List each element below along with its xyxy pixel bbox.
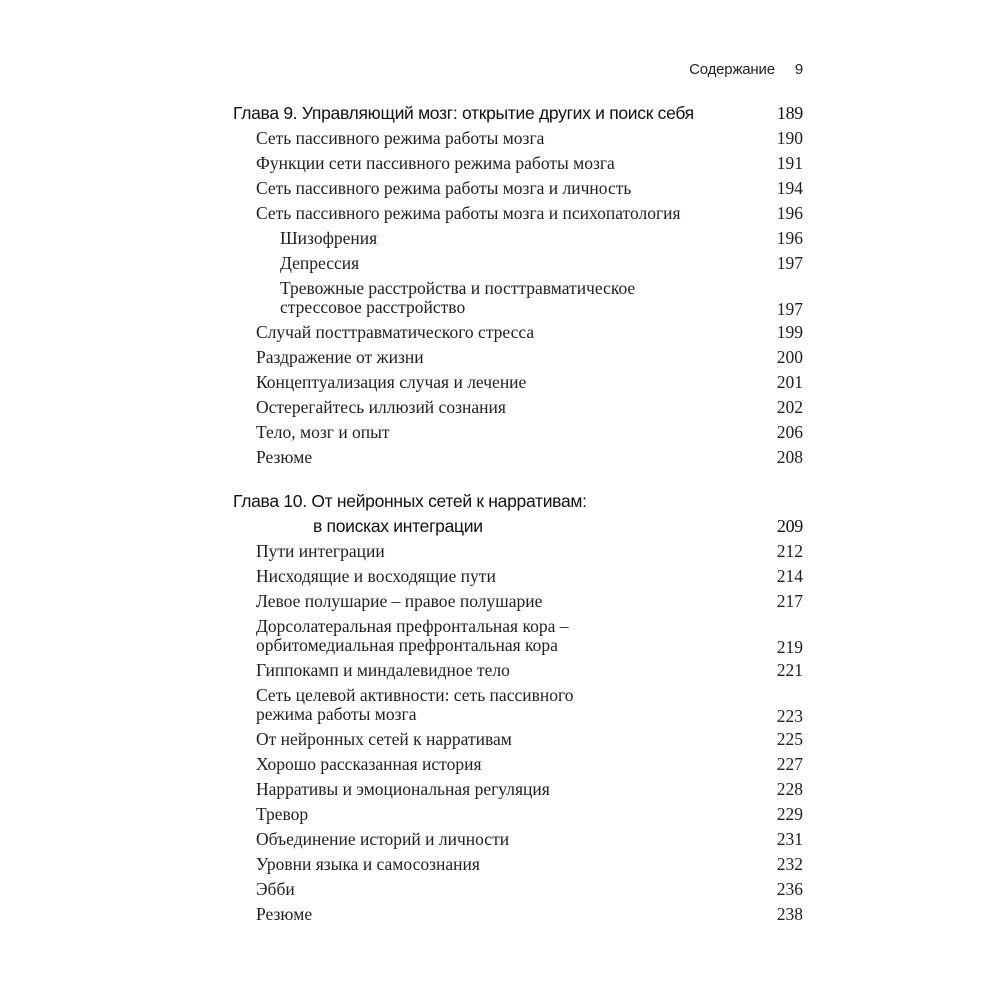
toc-entry [233, 395, 803, 420]
toc-entry [233, 658, 803, 683]
entry-page: 214 [776, 566, 803, 586]
entry-title: Концептуализация случая и лечение [256, 372, 527, 392]
entry-title: Функции сети пассивного режима работы мозга [256, 153, 615, 173]
entry-page: 236 [776, 879, 803, 899]
entry-title-continued: орбитомедиальная префронтальная кора [256, 635, 558, 655]
entry-title: Шизофрения [280, 228, 378, 248]
chapter-page: 209 [776, 516, 803, 536]
toc-entry [233, 589, 803, 614]
entry-page: 238 [776, 904, 803, 924]
entry-title-continued: стрессовое расстройство [280, 297, 466, 317]
entry-title: Дорсолатеральная префронтальная кора – [256, 616, 569, 636]
entry-title: Уровни языка и самосознания [256, 854, 480, 874]
entry-page: 219 [776, 637, 803, 657]
chapter-9-heading [233, 101, 803, 126]
entry-title: Хорошо рассказанная история [256, 754, 482, 774]
toc-entry [233, 320, 803, 345]
toc-entry [233, 752, 803, 777]
toc-entry [233, 802, 803, 827]
toc-entry [233, 345, 803, 370]
entry-title: Раздражение от жизни [256, 347, 424, 367]
toc-entry [233, 564, 803, 589]
entry-page: 221 [776, 660, 803, 680]
toc-entry [233, 827, 803, 852]
toc-entry [233, 902, 803, 927]
toc-entry [233, 877, 803, 902]
toc-subentry [233, 251, 803, 276]
chapter-title: Глава 9. Управляющий мозг: открытие других и поиск себя [233, 103, 694, 123]
entry-title: Остерегайтесь иллюзий сознания [256, 397, 506, 417]
entry-page: 206 [776, 422, 803, 442]
entry-title: Сеть целевой активности: сеть пассивного [256, 685, 574, 705]
toc-entry [233, 151, 803, 176]
entry-title: От нейронных сетей к нарративам [256, 729, 512, 749]
chapter-10-heading [233, 489, 803, 539]
toc-entry [233, 777, 803, 802]
entry-page: 225 [776, 729, 803, 749]
entry-title: Случай посттравматического стресса [256, 322, 535, 342]
entry-page: 196 [776, 203, 803, 223]
running-head-title: Содержание [689, 61, 775, 78]
entry-page: 200 [776, 347, 803, 367]
entry-page: 202 [776, 397, 803, 417]
entry-page: 191 [776, 153, 803, 173]
entry-title: Тревор [256, 804, 309, 824]
entry-title: Сеть пассивного режима работы мозга [256, 128, 545, 148]
chapter-title: Глава 10. От нейронных сетей к нарративам: [233, 491, 587, 511]
toc-entry [233, 852, 803, 877]
entry-page: 223 [776, 706, 803, 726]
entry-page: 231 [776, 829, 803, 849]
toc-subentry [233, 226, 803, 251]
chapter-spacer [233, 470, 803, 489]
entry-page: 197 [776, 253, 803, 273]
entry-page: 208 [776, 447, 803, 467]
toc-entry [233, 539, 803, 564]
chapter-page: 189 [776, 103, 803, 123]
entry-title: Тревожные расстройства и посттравматическое [280, 278, 636, 298]
entry-page: 197 [776, 299, 803, 319]
chapter-title-continued: в поисках интеграции [313, 516, 483, 536]
entry-title: Нисходящие и восходящие пути [256, 566, 496, 586]
page-number: 9 [794, 61, 803, 78]
entry-page: 217 [776, 591, 803, 611]
entry-title: Резюме [256, 447, 313, 467]
entry-page: 228 [776, 779, 803, 799]
chapter-10-entries [233, 539, 803, 927]
entry-title: Тело, мозг и опыт [256, 422, 390, 442]
entry-page: 190 [776, 128, 803, 148]
chapter-9-entries [233, 126, 803, 470]
toc-entry [233, 126, 803, 151]
entry-page: 201 [776, 372, 803, 392]
entry-title: Левое полушарие – правое полушарие [256, 591, 543, 611]
entry-page: 212 [776, 541, 803, 561]
entry-page: 227 [776, 754, 803, 774]
entry-title: Депрессия [280, 253, 360, 273]
toc-entry [233, 370, 803, 395]
entry-title-continued: режима работы мозга [256, 704, 417, 724]
entry-title: Гиппокамп и миндалевидное тело [256, 660, 510, 680]
toc-subentry [233, 276, 803, 320]
entry-title: Нарративы и эмоциональная регуляция [256, 779, 550, 799]
entry-page: 196 [776, 228, 803, 248]
entry-page: 194 [776, 178, 803, 198]
toc-entry [233, 176, 803, 201]
toc-entry [233, 445, 803, 470]
toc-entry [233, 683, 803, 727]
entry-page: 199 [776, 322, 803, 342]
toc-entry [233, 614, 803, 658]
entry-page: 229 [776, 804, 803, 824]
entry-title: Эбби [256, 879, 295, 899]
entry-page: 232 [776, 854, 803, 874]
entry-title: Сеть пассивного режима работы мозга и личность [256, 178, 632, 198]
entry-title: Объединение историй и личности [256, 829, 510, 849]
running-head [689, 61, 803, 78]
entry-title: Сеть пассивного режима работы мозга и психопатология [256, 203, 681, 223]
toc-entry [233, 420, 803, 445]
entry-title: Резюме [256, 904, 313, 924]
toc-entry [233, 201, 803, 226]
toc-entry [233, 727, 803, 752]
table-of-contents [233, 101, 803, 927]
entry-title: Пути интеграции [256, 541, 385, 561]
